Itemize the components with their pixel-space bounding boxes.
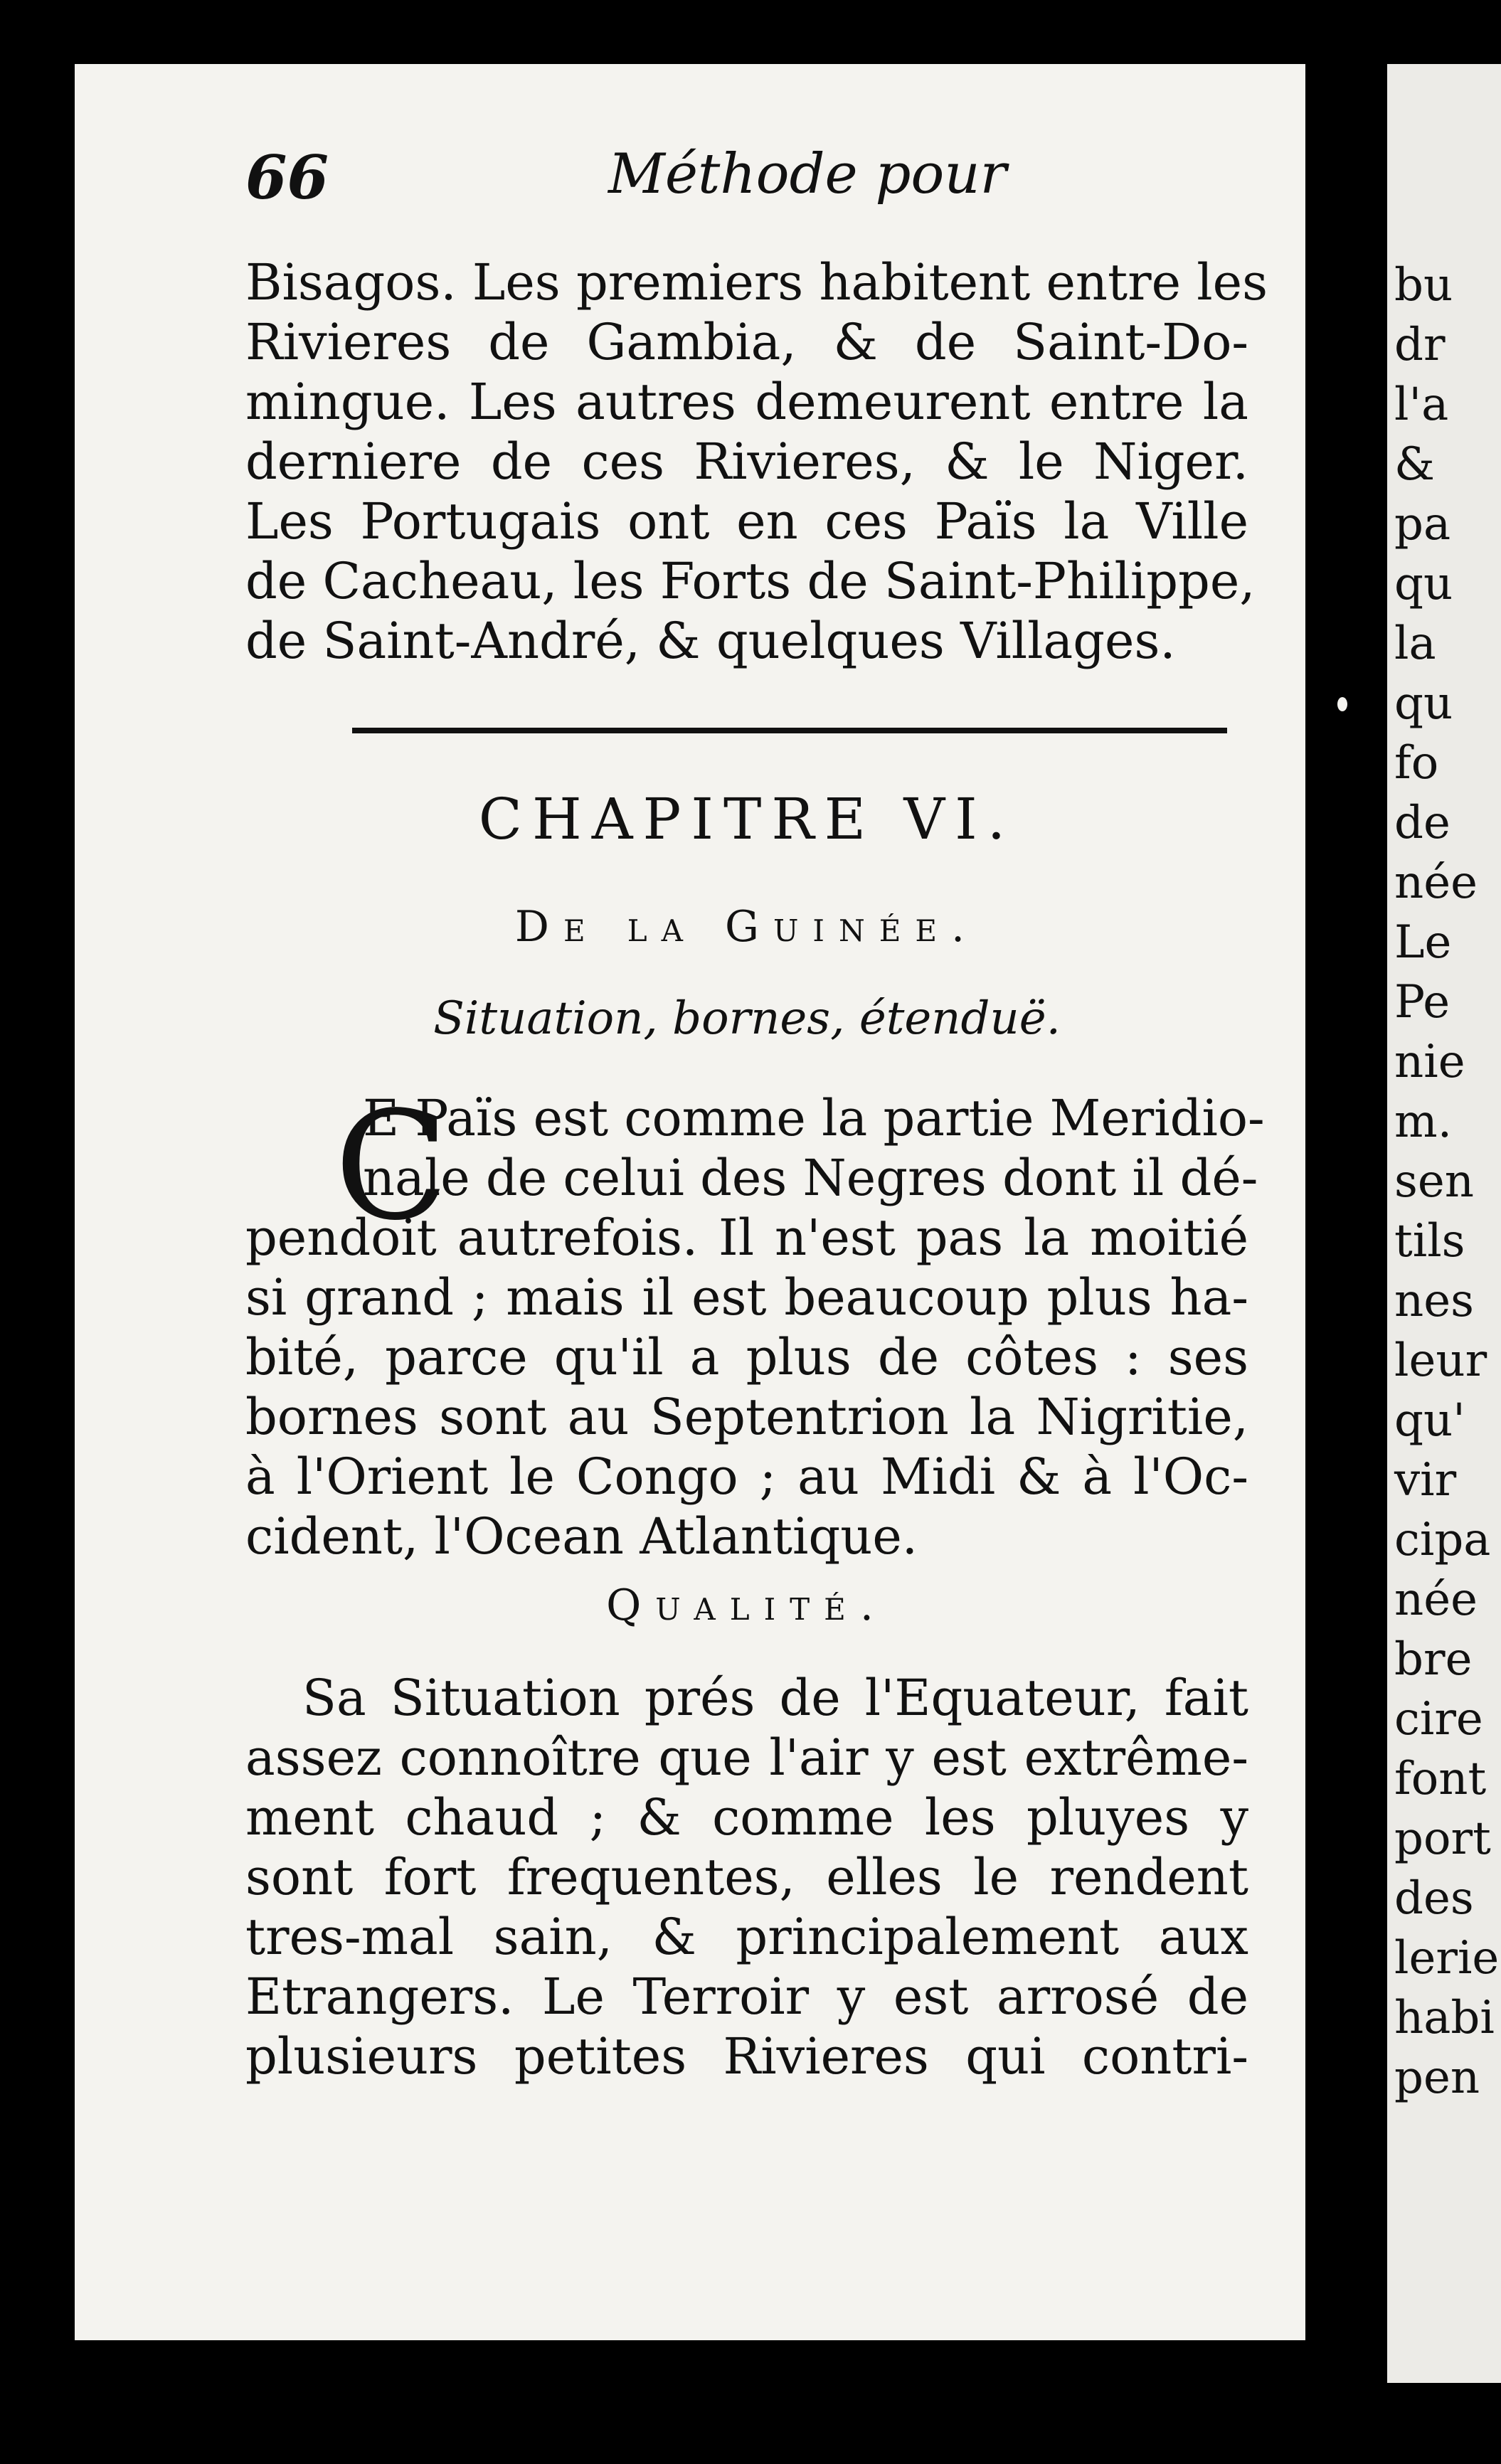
section-heading: Situation, bornes, étenduë. [433,992,1061,1045]
text-line: plusieurs petites Rivieres qui contri- [245,2027,1248,2086]
text-line: Etrangers. Le Terroir y est arrosé de [245,1968,1248,2026]
facing-page-fragment: nes [1394,1275,1474,1327]
text-line: si grand ; mais il est beaucoup plus ha- [245,1268,1248,1327]
text-line: mingue. Les autres demeurent entre la [245,373,1248,431]
facing-page-fragment: m. [1394,1095,1453,1148]
subheading-qualite: Qualité. [606,1581,888,1630]
facing-page-fragment: font [1394,1753,1487,1805]
facing-page-fragment: des [1394,1872,1474,1925]
facing-page-fragment: port [1394,1812,1491,1865]
facing-page-fragment: vir [1394,1454,1457,1507]
page-number: 66 [245,142,329,213]
facing-page-fragment: nie [1394,1036,1465,1088]
scan-speck [169,1933,179,1948]
facing-page-fragment: habi [1394,1992,1495,2044]
facing-page-fragment: Le [1394,916,1452,969]
paragraph-3 [245,1668,1248,2086]
facing-page-fragment: qu [1394,677,1453,730]
text-line: bornes sont au Septentrion la Nigritie, [245,1388,1248,1446]
text-line: cident, l'Ocean Atlantique. [245,1507,918,1566]
facing-page-fragment: de [1394,797,1450,849]
text-line: bité, parce qu'il a plus de côtes : ses [245,1328,1248,1386]
facing-page-fragment: sen [1394,1155,1474,1208]
facing-page-fragment: née [1394,1573,1478,1626]
text-line: pendoit autrefois. Il n'est pas la moitié [245,1209,1248,1267]
paragraph-1 [245,253,1268,671]
facing-page-fragment: qu' [1394,1394,1465,1447]
facing-page-fragment: qu [1394,558,1453,610]
chapter-subtitle: De la Guinée. [514,902,980,952]
facing-page-fragment: née [1394,856,1478,909]
paragraph-2 [245,1079,1265,1566]
text-line: nale de celui des Negres dont il dé- [363,1149,1258,1207]
text-line: E Païs est comme la partie Meridio- [363,1089,1265,1147]
section-rule [352,728,1227,733]
text-line: à l'Orient le Congo ; au Midi & à l'Oc- [245,1448,1248,1506]
facing-page-fragment: la [1394,617,1436,670]
text-line: Les Portugais ont en ces Païs la Ville [245,492,1248,551]
drop-cap: C [334,1079,449,1253]
facing-page-fragment: Pe [1394,976,1450,1029]
chapter-title: CHAPITRE VI. [478,786,1016,852]
facing-page-edge [1387,64,1501,2383]
text-line: sont fort frequentes, elles le rendent [245,1848,1248,1906]
text-line: de Cacheau, les Forts de Saint-Philippe, [245,552,1256,610]
text-line: Sa Situation prés de l'Equateur, fait [302,1669,1248,1727]
facing-page-fragment: bu [1394,259,1453,312]
text-line: derniere de ces Rivieres, & le Niger. [245,432,1248,491]
running-title: Méthode pour [608,142,1007,206]
scan-speck [1337,697,1347,711]
facing-page-fragment: pa [1394,498,1451,551]
facing-page-fragment: bre [1394,1633,1473,1686]
facing-page-fragment: leur [1394,1334,1487,1387]
text-line: de Saint-André, & quelques Villages. [245,612,1176,670]
facing-page-fragment: pen [1394,2051,1480,2104]
text-line: ment chaud ; & comme les pluyes y [245,1788,1248,1847]
facing-page-fragment: cire [1394,1693,1483,1746]
text-line: Rivieres de Gambia, & de Saint-Do- [245,313,1248,371]
facing-page-fragment: lerie [1394,1932,1500,1985]
facing-page-fragment: tils [1394,1215,1465,1268]
facing-page-fragment: cipa [1394,1514,1491,1566]
running-head [245,142,1241,242]
text-line: Bisagos. Les premiers habitent entre les [245,253,1268,312]
facing-page-fragment: l'a [1394,378,1449,431]
facing-page-fragment: fo [1394,737,1439,790]
facing-page-fragment: dr [1394,319,1446,371]
text-line: tres-mal sain, & principalement aux [245,1908,1248,1966]
text-line: assez connoître que l'air y est extrême- [245,1728,1248,1787]
facing-page-fragment: & [1394,438,1435,491]
